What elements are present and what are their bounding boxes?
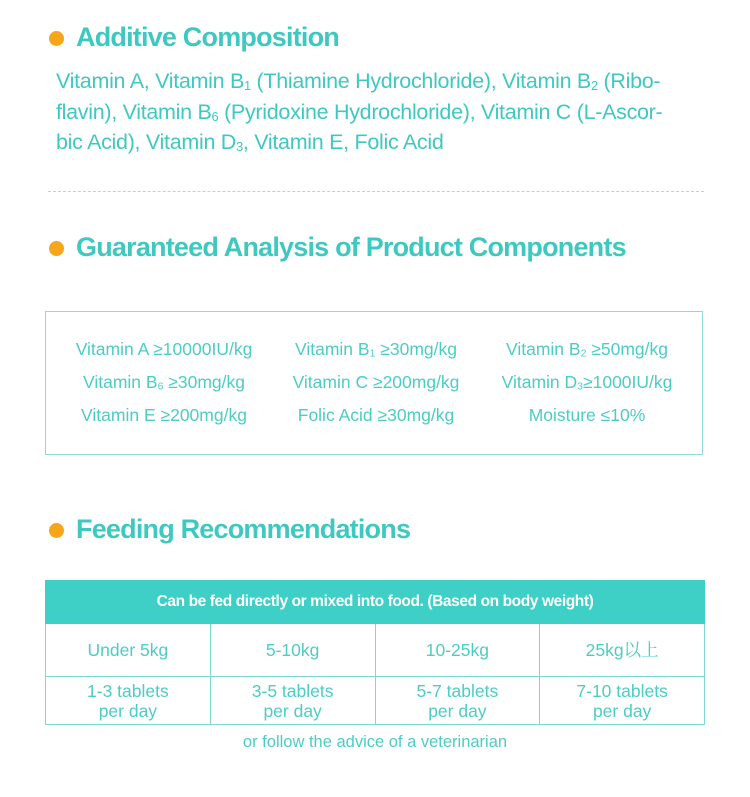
section-divider [48, 191, 704, 192]
text-segment: ≥1000IU/kg [583, 372, 673, 392]
bullet-dot [49, 241, 64, 256]
text-segment: Moisture ≤10% [528, 405, 646, 425]
analysis-item [482, 405, 692, 426]
text-segment: Folic Acid ≥30mg/kg [297, 405, 455, 425]
feeding-recommendations-heading: Feeding Recommendations [76, 514, 411, 544]
analysis-table [45, 311, 703, 455]
dose-frequency: per day [263, 700, 322, 721]
analysis-item [59, 372, 269, 393]
weight-cell: 5-10kg [210, 624, 375, 677]
feeding-table-header: Can be fed directly or mixed into food. (Based on body weight) [46, 581, 705, 624]
dose-frequency: per day [592, 700, 652, 721]
dose-cell [210, 677, 375, 725]
text-segment: bic Acid), Vitamin D [56, 130, 237, 154]
text-segment: ≥30mg/kg [375, 339, 457, 359]
text-segment: Vitamin B [294, 339, 370, 359]
text-segment: (Pyridoxine Hydrochloride), Vitamin C (L-Ascor- [218, 99, 663, 124]
composition-line [56, 97, 736, 128]
text-segment: , Vitamin E, Folic Acid [242, 130, 444, 154]
subscript: 6 [157, 380, 164, 393]
analysis-item [271, 339, 481, 360]
dose-row [46, 677, 705, 725]
composition-line [56, 127, 736, 158]
dose-frequency: per day [98, 700, 158, 721]
subscript: 1 [369, 347, 376, 360]
text-segment: flavin), Vitamin B [56, 99, 212, 124]
text-segment: ≥50mg/kg [586, 339, 668, 359]
bullet-dot [49, 31, 64, 46]
additive-composition-heading: Additive Composition [76, 22, 339, 52]
analysis-item [271, 372, 481, 393]
text-segment: Vitamin B [505, 339, 581, 359]
dose-amount: 3-5 tablets [251, 680, 334, 701]
analysis-item [59, 339, 269, 360]
analysis-item [482, 372, 692, 393]
subscript: 3 [577, 380, 583, 393]
composition-line [56, 66, 736, 97]
analysis-item [59, 405, 269, 426]
analysis-item [482, 339, 692, 360]
feeding-table [45, 580, 705, 725]
text-segment: ≥30mg/kg [163, 372, 245, 392]
subscript: 2 [580, 347, 587, 360]
text-segment: (Ribo- [597, 69, 661, 93]
text-segment: Vitamin B [82, 372, 158, 392]
dose-frequency: per day [428, 700, 487, 721]
dose-cell [46, 677, 211, 725]
subscript: 6 [211, 108, 219, 124]
additive-composition-text [56, 66, 736, 158]
dose-amount: 1-3 tablets [87, 680, 169, 701]
weight-row [46, 624, 705, 677]
weight-cell: 25kg以上 [540, 624, 705, 677]
subscript: 1 [244, 77, 251, 93]
weight-cell: 10-25kg [375, 624, 540, 677]
bullet-dot [49, 523, 64, 538]
subscript: 2 [590, 77, 598, 93]
dose-amount: 5-7 tablets [416, 680, 499, 701]
dose-cell [375, 677, 540, 725]
text-segment: Vitamin E ≥200mg/kg [81, 405, 247, 425]
analysis-item [271, 405, 481, 426]
dose-cell [540, 677, 705, 725]
text-segment: (Thiamine Hydrochloride), Vitamin B [250, 69, 591, 93]
text-segment: Vitamin C ≥200mg/kg [292, 372, 460, 392]
text-segment: Vitamin A, Vitamin B [56, 69, 244, 93]
dose-amount: 7-10 tablets [576, 680, 668, 701]
veterinarian-note: or follow the advice of a veterinarian [242, 733, 508, 751]
subscript: 3 [236, 138, 243, 154]
guaranteed-analysis-heading: Guaranteed Analysis of Product Components [76, 232, 626, 262]
weight-cell: Under 5kg [46, 624, 211, 677]
text-segment: Vitamin A ≥10000IU/kg [75, 339, 253, 359]
text-segment: Vitamin D [501, 372, 578, 392]
